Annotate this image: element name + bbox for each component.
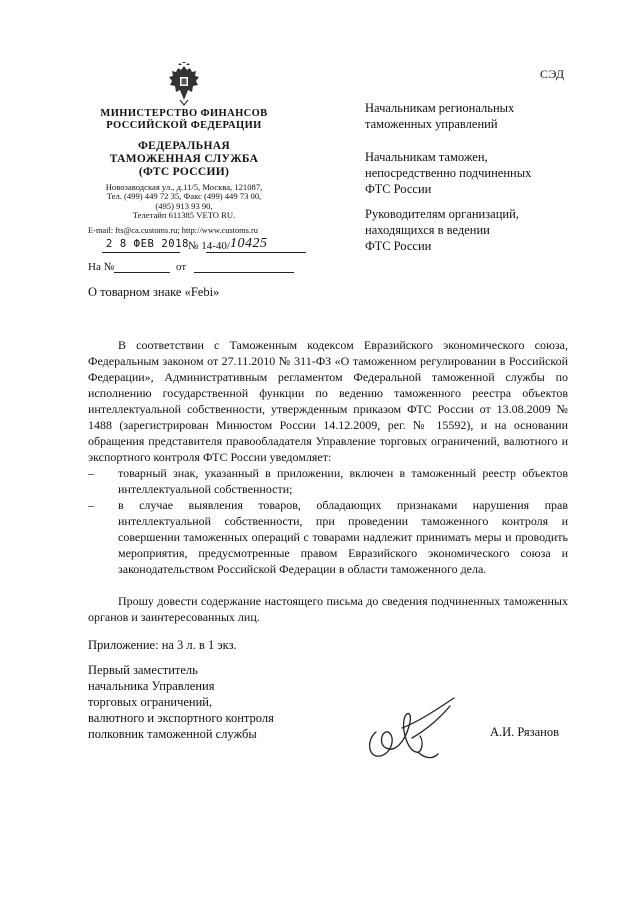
reference-from-blank: [194, 272, 294, 273]
signer-title-line: полковник таможенной службы: [88, 727, 257, 741]
contact-line: Новозаводская ул., д.11/5, Москва, 121087,: [105, 182, 263, 192]
bullet-dash: –: [88, 498, 94, 512]
ministry-line: МИНИСТЕРСТВО ФИНАНСОВ: [100, 108, 268, 119]
ministry-line: РОССИЙСКОЙ ФЕДЕРАЦИИ: [106, 119, 262, 131]
addressee-line: ФТС России: [365, 182, 432, 196]
contact-line: Тел. (499) 449 72 35, Факс (499) 449 73 00,: [106, 191, 262, 202]
signer-title-line: Первый заместитель: [88, 663, 198, 677]
bullet-item: [88, 497, 568, 577]
contact-block: [88, 183, 280, 220]
bullet-item: [88, 465, 568, 497]
attachment-note: Приложение: на 3 л. в 1 экз.: [88, 638, 237, 652]
bullet-dash: –: [88, 466, 94, 480]
registration-date: 2 8 ФЕВ 2018: [106, 238, 190, 250]
reference-no-blank: [114, 272, 170, 273]
addressee-line: Начальникам региональных: [365, 101, 515, 115]
service-name: [88, 140, 280, 179]
signer-title-line: начальника Управления: [88, 679, 215, 693]
addressee-line: ФТС России: [365, 239, 432, 253]
signer-title: [88, 662, 274, 742]
addressee-line: Начальникам таможен,: [365, 150, 488, 164]
reference-from-label: от: [176, 261, 187, 273]
service-line: ФЕДЕРАЛЬНАЯ: [137, 140, 230, 152]
service-line: (ФТС РОССИИ): [138, 165, 230, 178]
bullet-text: в случае выявления товаров, обладающих признаками нарушения прав интеллектуальной собственности, при проведении таможенного контроля и совершении таможенных операций с товарами надлежит принимать меры и проводить мероприятия, предусмотренные правом Евразийского экономического союза и законодательством Российской Федерации в области таможенного дела.: [118, 498, 568, 576]
letter-subject: О товарном знаке «Febi»: [88, 285, 220, 299]
date-underline: [102, 252, 180, 253]
addressee-block: [365, 100, 585, 132]
handwritten-signature: [362, 692, 462, 766]
registration-line: [88, 238, 303, 256]
sed-label: СЭД: [540, 67, 565, 81]
service-line: ТАМОЖЕННАЯ СЛУЖБА: [109, 152, 259, 165]
signer-title-line: валютного и экспортного контроля: [88, 711, 274, 725]
double-headed-eagle-icon: [164, 62, 204, 106]
addressee-block: [365, 149, 585, 197]
number-underline: [206, 252, 306, 253]
signer-title-line: торговых ограничений,: [88, 695, 213, 709]
closing-paragraph: Прошу довести содержание настоящего письма до сведения подчиненных таможенных органов и заинтересованных лиц.: [88, 594, 568, 624]
bullet-text: товарный знак, указанный в приложении, включен в таможенный реестр объектов интеллектуальной собственности;: [118, 466, 568, 496]
contact-line: (495) 913 93 90,: [155, 200, 213, 211]
addressee-line: непосредственно подчиненных: [365, 166, 532, 180]
addressee-block: [365, 206, 585, 254]
addressee-line: находящихся в ведении: [365, 223, 490, 237]
main-paragraph: В соответствии с Таможенным кодексом Евразийского экономического союза, Федеральным законом от 27.11.2010 № 311-ФЗ «О таможенном регулировании в Российской Федерации», Административным регламентом Федеральной таможенной службы по исполнению государственной функции по ведению таможенного реестра объектов интеллектуальной собственности, утвержденным приказом ФТС России от 13.08.2009 № 1488 (зарегистрирован Минюстом России 14.12.2009, рег. № 15592), и на основании обращения представителя правообладателя Управление торговых ограничений, валютного и экспортного контроля ФТС России уведомляет:: [88, 338, 568, 464]
reference-no-label: На №: [88, 261, 115, 273]
registration-number-prefix: № 14-40/: [188, 240, 230, 252]
contact-line: Телетайп 611385 VETO RU.: [132, 209, 236, 220]
addressee-line: таможенных управлений: [365, 117, 498, 131]
addressee-line: Руководителям организаций,: [365, 207, 519, 221]
ministry-name: [88, 108, 280, 132]
contact-email: E-mail: fts@ca.customs.ru; http://www.customs.ru: [88, 226, 258, 235]
reference-line: [88, 261, 303, 277]
signer-name: А.И. Рязанов: [490, 725, 559, 739]
registration-number-handwritten: 10425: [229, 236, 268, 251]
